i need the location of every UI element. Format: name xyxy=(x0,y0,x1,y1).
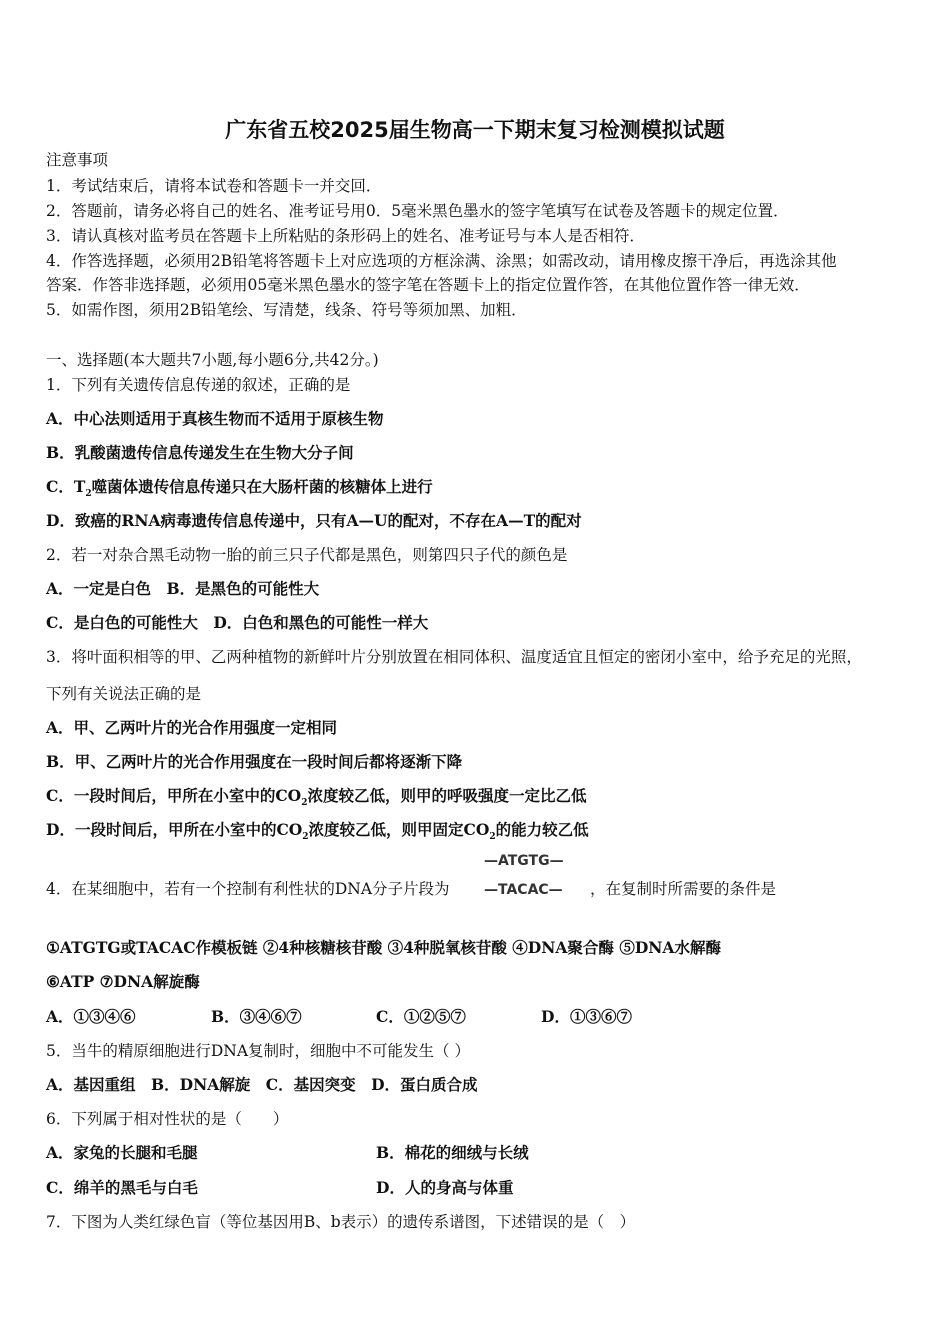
question-6-option-b: B．棉花的细绒与长绒 xyxy=(376,1143,529,1162)
question-3-option-c xyxy=(46,786,586,813)
question-4-conditions: ①ATGTG或TACAC作模板链 ②4种核糖核苷酸 ③4种脱氧核苷酸 ④DNA聚合酶 ⑤DNA水解酶 xyxy=(46,938,721,957)
question-6-stem: 6．下列属于相对性状的是（ ） xyxy=(46,1110,289,1128)
subscript: 2 xyxy=(301,798,308,809)
question-5-options: A．基因重组 B．DNA解旋 C．基因突变 D．蛋白质合成 xyxy=(46,1075,478,1094)
question-5-stem: 5．当牛的精原细胞进行DNA复制时，细胞中不可能发生（ ） xyxy=(46,1042,470,1060)
question-6-option-c: C．绵羊的黑毛与白毛 xyxy=(46,1178,198,1197)
question-3-stem-cont: 下列有关说法正确的是 xyxy=(46,685,202,703)
question-4-conditions-cont: ⑥ATP ⑦DNA解旋酶 xyxy=(46,972,200,991)
question-3-option-d xyxy=(46,820,589,847)
question-4-option-c: C．①②⑤⑦ xyxy=(376,1007,466,1026)
question-6-option-d: D．人的身高与体重 xyxy=(376,1178,514,1197)
question-1-option-c xyxy=(46,477,433,504)
subscript: 2 xyxy=(85,489,92,500)
question-7-stem: 7．下图为人类红绿色盲（等位基因用B、b表示）的遗传系谱图，下述错误的是（ ） xyxy=(46,1213,636,1231)
notice-heading: 注意事项 xyxy=(46,151,109,169)
notice-item: 5．如需作图，须用2B铅笔绘、写清楚，线条、符号等须加黑、加粗． xyxy=(46,301,527,319)
question-3-stem: 3．将叶面积相等的甲、乙两种植物的新鲜叶片分别放置在相同体积、温度适宜且恒定的密闭小室中，给予充足的光照， xyxy=(46,648,862,666)
subscript: 2 xyxy=(489,832,496,843)
question-1-option-d: D．致癌的RNA病毒遗传信息传递中，只有A—U的配对，不存在A—T的配对 xyxy=(46,511,582,530)
question-4-option-a: A．①③④⑥ xyxy=(46,1007,136,1026)
notice-item: 3．请认真核对监考员在答题卡上所粘贴的条形码上的姓名、准考证号与本人是否相符． xyxy=(46,227,645,245)
question-4-stem: 4．在某细胞中，若有一个控制有利性状的DNA分子片段为 xyxy=(46,880,450,898)
question-1-option-b: B．乳酸菌遗传信息传递发生在生物大分子间 xyxy=(46,443,354,462)
dna-strand-top: —ATGTG— xyxy=(484,853,564,869)
question-4-option-d: D．①③⑥⑦ xyxy=(541,1007,632,1026)
question-1-option-a: A．中心法则适用于真核生物而不适用于原核生物 xyxy=(46,409,384,428)
notice-item: 1．考试结束后，请将本试卷和答题卡一并交回． xyxy=(46,177,382,195)
option-d-mid: 浓度较乙低，则甲固定CO xyxy=(308,820,490,839)
option-d-prefix: D．一段时间后，甲所在小室中的CO xyxy=(46,820,303,839)
notice-item: 4．作答选择题，必须用2B铅笔将答题卡上对应选项的方框涂满、涂黑；如需改动，请用橡皮擦干净后，再选涂其他 xyxy=(46,252,837,270)
question-4-stem-end: ，在复制时所需要的条件是 xyxy=(590,880,777,898)
question-2-options-cd: C．是白色的可能性大 D．白色和黑色的可能性一样大 xyxy=(46,613,429,632)
section-heading: 一、选择题(本大题共7小题,每小题6分,共42分。) xyxy=(46,351,379,369)
question-6-option-a: A．家兔的长腿和毛腿 xyxy=(46,1143,198,1162)
option-c-text: 浓度较乙低，则甲的呼吸强度一定比乙低 xyxy=(307,786,587,805)
page-title: 广东省五校2025届生物高一下期末复习检测模拟试题 xyxy=(225,118,725,142)
dna-strand-bottom: —TACAC— xyxy=(484,882,563,898)
question-3-option-b: B．甲、乙两叶片的光合作用强度在一段时间后都将逐渐下降 xyxy=(46,752,463,771)
notice-item: 答案．作答非选择题，必须用05毫米黑色墨水的签字笔在答题卡上的指定位置作答，在其他位置作答一律无效． xyxy=(46,276,810,294)
subscript: 2 xyxy=(302,832,309,843)
option-d-text: 的能力较乙低 xyxy=(495,820,589,839)
question-4-option-b: B．③④⑥⑦ xyxy=(211,1007,302,1026)
question-2-stem: 2．若一对杂合黑毛动物一胎的前三只子代都是黑色，则第四只子代的颜色是 xyxy=(46,546,568,564)
question-3-option-a: A．甲、乙两叶片的光合作用强度一定相同 xyxy=(46,718,338,737)
option-c-text: 噬菌体遗传信息传递只在大肠杆菌的核糖体上进行 xyxy=(91,477,433,496)
question-2-options-ab: A．一定是白色 B．是黑色的可能性大 xyxy=(46,579,320,598)
notice-item: 2．答题前，请务必将自己的姓名、准考证号用0．5毫米黑色墨水的签字笔填写在试卷及答题卡的规定位置． xyxy=(46,202,789,220)
option-c-prefix: C．T xyxy=(46,477,86,496)
question-1-stem: 1．下列有关遗传信息传递的叙述，正确的是 xyxy=(46,376,351,394)
option-c-prefix: C．一段时间后，甲所在小室中的CO xyxy=(46,786,302,805)
